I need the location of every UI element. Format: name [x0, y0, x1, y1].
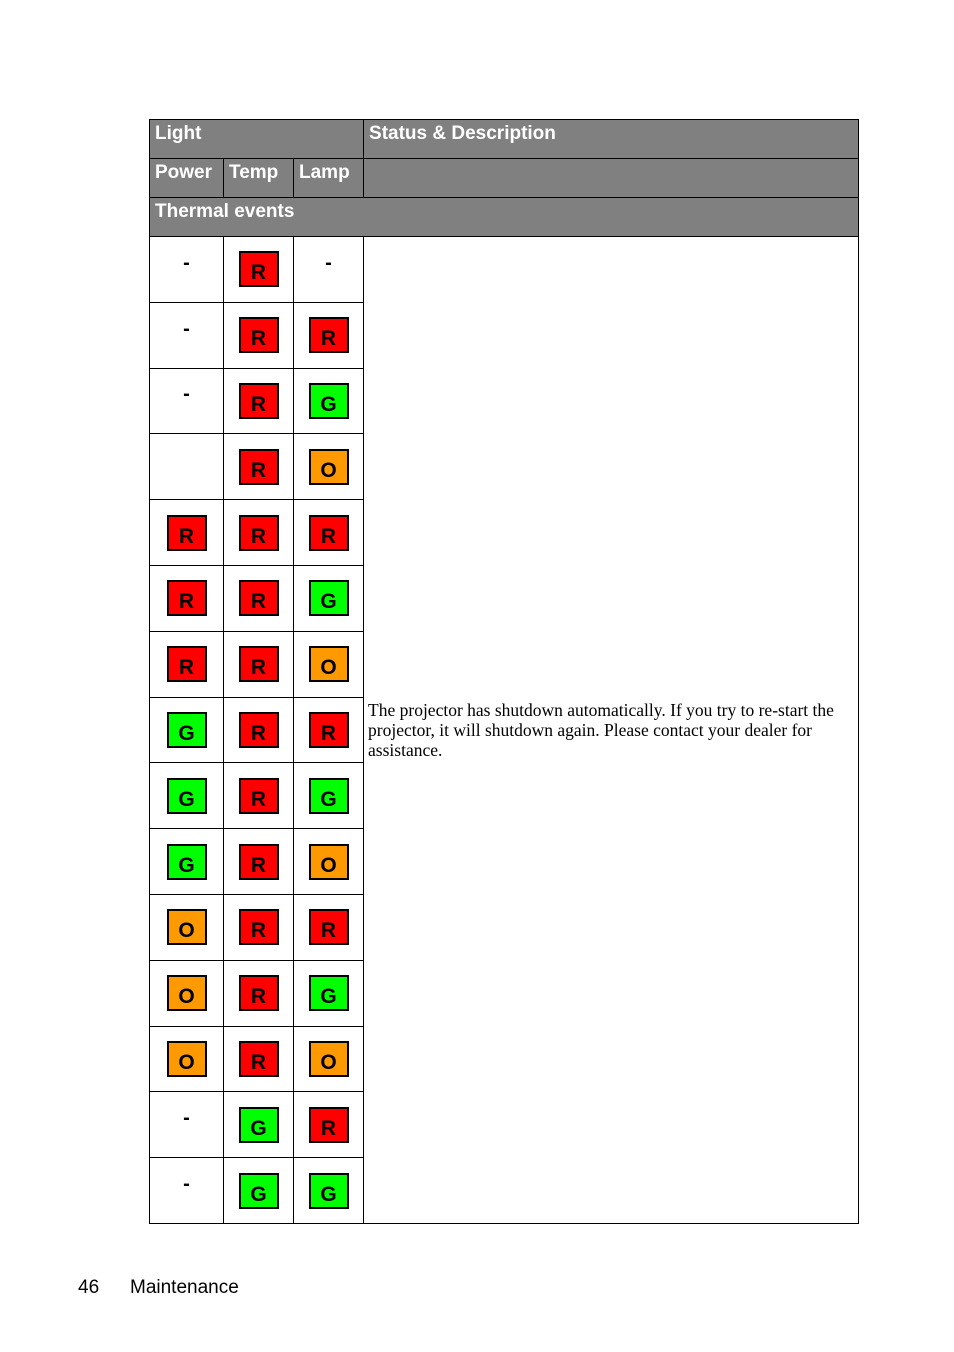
lamp-cell [294, 763, 364, 829]
temp-cell [224, 1092, 294, 1158]
off-indicator: - [183, 1107, 190, 1130]
lamp-cell [294, 1026, 364, 1092]
thermal-events-table [149, 119, 859, 1224]
temp-cell [224, 697, 294, 763]
led-indicator: O [167, 1041, 207, 1077]
lamp-cell [294, 434, 364, 500]
power-cell [150, 565, 224, 631]
led-indicator: G [309, 975, 349, 1011]
led-indicator: G [309, 1173, 349, 1209]
temp-cell [224, 237, 294, 303]
power-cell [150, 368, 224, 434]
temp-cell [224, 302, 294, 368]
led-indicator: R [239, 909, 279, 945]
temp-cell [224, 434, 294, 500]
lamp-cell [294, 960, 364, 1026]
led-indicator: G [239, 1107, 279, 1143]
led-indicator: R [239, 449, 279, 485]
temp-cell [224, 1026, 294, 1092]
section-row [150, 198, 859, 237]
header-blank [364, 159, 859, 198]
off-indicator: - [183, 1173, 190, 1196]
temp-cell [224, 894, 294, 960]
lamp-cell [294, 697, 364, 763]
led-indicator: R [239, 515, 279, 551]
led-indicator: R [239, 383, 279, 419]
temp-cell [224, 960, 294, 1026]
lamp-cell [294, 631, 364, 697]
temp-cell [224, 763, 294, 829]
temp-cell [224, 1158, 294, 1224]
led-indicator: R [167, 515, 207, 551]
led-indicator: O [309, 646, 349, 682]
lamp-cell [294, 565, 364, 631]
lamp-cell [294, 894, 364, 960]
led-indicator: R [239, 580, 279, 616]
led-indicator: R [309, 515, 349, 551]
led-indicator: O [309, 1041, 349, 1077]
table-row [150, 237, 859, 303]
temp-cell [224, 631, 294, 697]
lamp-cell [294, 368, 364, 434]
power-cell [150, 500, 224, 566]
led-indicator: R [239, 1041, 279, 1077]
header-temp: Temp [224, 159, 294, 198]
header-lamp: Lamp [294, 159, 364, 198]
led-indicator: R [239, 778, 279, 814]
page-number: 46 [78, 1277, 100, 1298]
led-indicator: R [309, 909, 349, 945]
temp-cell [224, 565, 294, 631]
led-indicator: R [239, 317, 279, 353]
power-cell [150, 631, 224, 697]
lamp-cell [294, 500, 364, 566]
power-cell [150, 1158, 224, 1224]
off-indicator: - [325, 251, 332, 274]
power-cell [150, 237, 224, 303]
led-indicator: G [309, 778, 349, 814]
power-cell [150, 763, 224, 829]
led-indicator: O [309, 449, 349, 485]
header-row-light [150, 120, 859, 159]
led-indicator: R [239, 975, 279, 1011]
header-power: Power [150, 159, 224, 198]
led-indicator: R [309, 317, 349, 353]
power-cell [150, 829, 224, 895]
status-description: The projector has shutdown automatically. If you try to re-start the projector, it will shutdown again. Please contact your dealer for assistance. [364, 237, 859, 1224]
page-footer [78, 1277, 239, 1299]
temp-cell [224, 500, 294, 566]
led-indicator: G [167, 712, 207, 748]
section-thermal-events: Thermal events [150, 198, 859, 237]
led-indicator: G [239, 1173, 279, 1209]
lamp-cell [294, 302, 364, 368]
temp-cell [224, 368, 294, 434]
led-indicator: O [167, 975, 207, 1011]
power-cell [150, 894, 224, 960]
led-indicator: R [167, 580, 207, 616]
power-cell [150, 1092, 224, 1158]
led-indicator: G [309, 580, 349, 616]
led-indicator: R [167, 646, 207, 682]
lamp-cell [294, 829, 364, 895]
footer-section: Maintenance [130, 1277, 239, 1298]
led-indicator: R [239, 844, 279, 880]
led-indicator: R [239, 251, 279, 287]
off-indicator: - [183, 317, 190, 340]
led-indicator: R [239, 646, 279, 682]
power-cell [150, 697, 224, 763]
off-indicator: - [183, 251, 190, 274]
led-indicator: R [309, 1107, 349, 1143]
led-indicator: R [239, 712, 279, 748]
led-indicator: G [167, 844, 207, 880]
lamp-cell [294, 237, 364, 303]
power-cell [150, 302, 224, 368]
led-indicator: O [309, 844, 349, 880]
led-indicator: G [309, 383, 349, 419]
led-indicator: O [167, 909, 207, 945]
header-row-indicators [150, 159, 859, 198]
temp-cell [224, 829, 294, 895]
power-cell [150, 434, 224, 500]
power-cell [150, 960, 224, 1026]
led-indicator: G [167, 778, 207, 814]
header-light: Light [150, 120, 364, 159]
lamp-cell [294, 1158, 364, 1224]
lamp-cell [294, 1092, 364, 1158]
off-indicator: - [183, 383, 190, 406]
power-cell [150, 1026, 224, 1092]
header-status-description: Status & Description [364, 120, 859, 159]
led-indicator: R [309, 712, 349, 748]
